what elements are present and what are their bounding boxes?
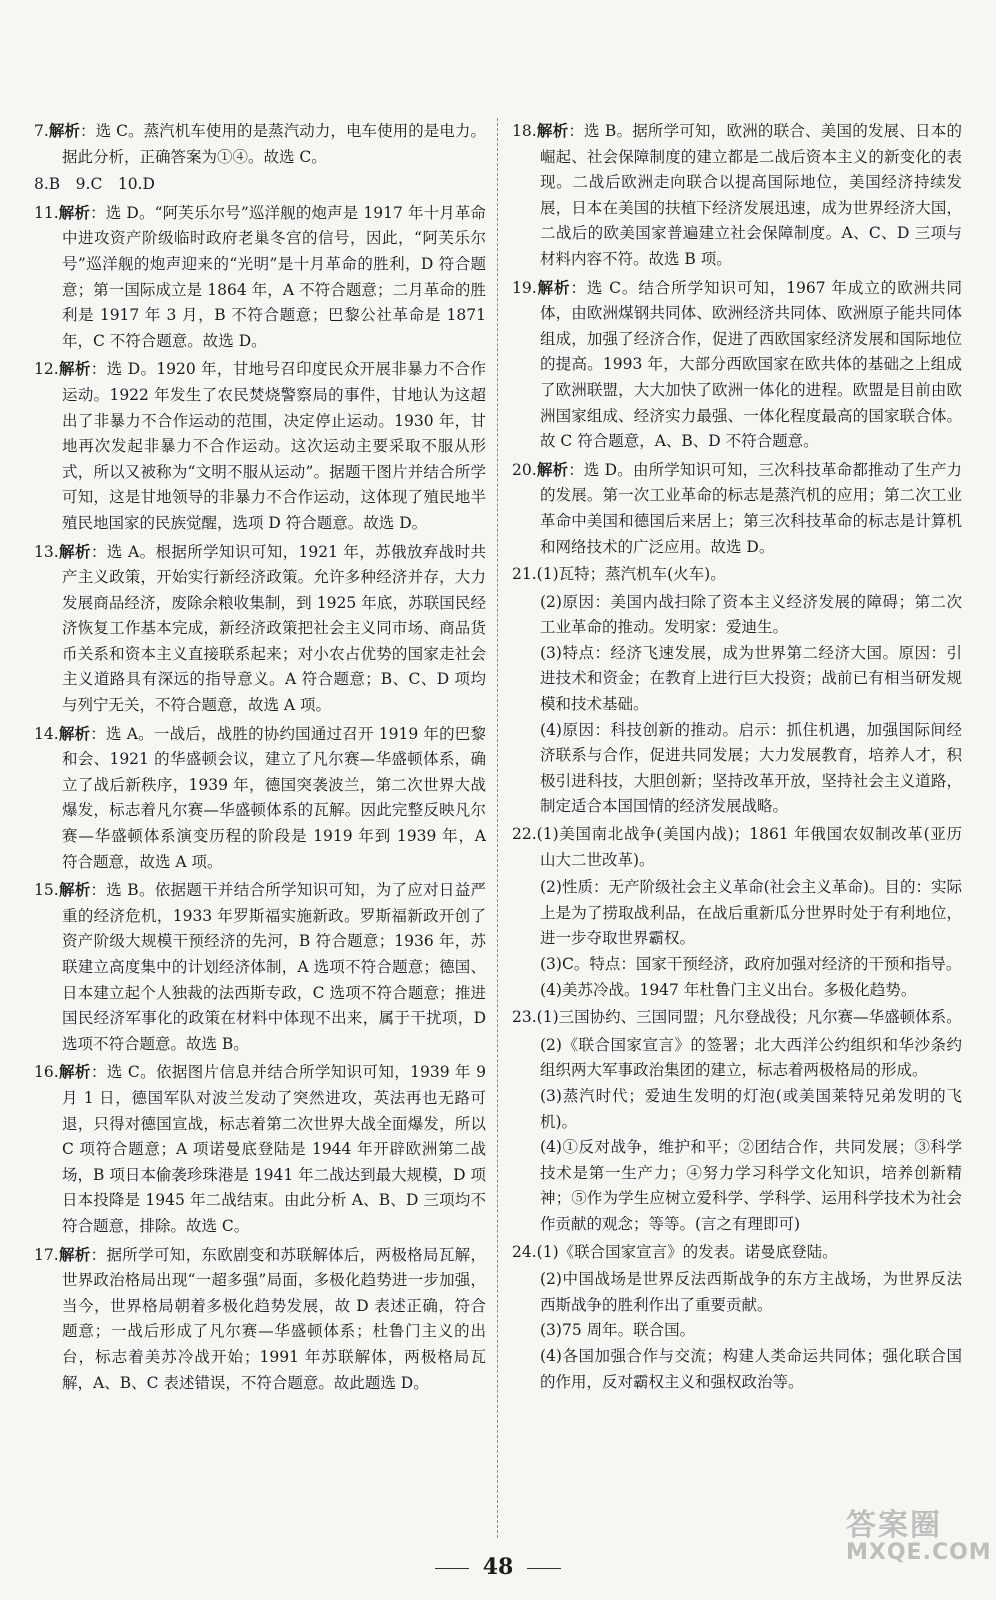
answer-text <box>34 539 486 719</box>
sub-answer: (2)中国战场是世界反法西斯战争的东方主战场，为世界反法西斯战争的胜利作出了重要贡献。 <box>540 1270 962 1314</box>
column-divider <box>497 118 498 1538</box>
answer-text <box>512 1240 962 1266</box>
question-number: 14. <box>34 724 59 743</box>
analysis-keyword: 解析 <box>536 121 569 140</box>
answer-text <box>34 118 486 170</box>
site-watermark <box>846 1500 992 1565</box>
answer-item <box>512 1005 962 1237</box>
analysis-keyword: 解析 <box>58 723 91 743</box>
answer-item <box>34 1242 486 1397</box>
analysis-keyword: 解析 <box>48 121 80 140</box>
answer-text <box>512 457 962 560</box>
answer-body: ：选 A。一战后，战胜的协约国通过召开 1919 年的巴黎和会、1921 的华盛顿会议，建立了凡尔赛—华盛顿体系，确立了战后新秩序，1939 年，德国突袭波兰，第二次世界大战爆发，标志着凡尔赛—华盛顿体系的瓦解。因此完整反映凡尔赛—华盛顿体系演变历程的阶段是 1919 年到 1939 年，A 符合题意，故选 A 项。 <box>62 724 486 871</box>
analysis-keyword: 解析 <box>58 359 91 379</box>
sub-answer: (3)75 周年。联合国。 <box>540 1321 696 1340</box>
question-number: 23. <box>512 1008 537 1027</box>
answer-item <box>34 1059 486 1239</box>
answer-item <box>512 1240 962 1396</box>
answer-text <box>34 721 486 876</box>
question-number: 21. <box>512 565 537 584</box>
answer-body: ：选 D。“阿芙乐尔号”巡洋舰的炮声是 1917 年十月革命中进攻资产阶级临时政府老巢冬宫的信号，因此，“阿芙乐尔号”巡洋舰的炮声迎来的“光明”是十月革命的胜利，D 符合题意；第一国际成立是 1864 年，A 不符合题意；二月革命的胜利是 1917 年 3 月，B 不符合题意；巴黎公社革命是 1871 年，C 不符合题意。故选 D。 <box>62 203 486 350</box>
question-number: 22. <box>512 825 537 844</box>
sub-answer: (3)蒸汽时代；爱迪生发明的灯泡(或美国莱特兄弟发明的飞机)。 <box>540 1086 962 1131</box>
answer-text <box>34 1059 486 1239</box>
answer-item <box>34 877 486 1057</box>
question-number: 18. <box>512 122 537 140</box>
question-number: 24. <box>512 1242 537 1261</box>
sub-answer: (4)①反对战争，维护和平；②团结合作，共同发展；③科学技术是第一生产力；④努力学习科学文化知识，培养创新精神；⑤作为学生应树立爱科学、学科学、运用科学技术为社会作贡献的观念；等等。(言之有理即可) <box>540 1138 962 1233</box>
sub-answer: (2)《联合国家宣言》的签署；北大西洋公约组织和华沙条约组织两大军事政治集团的建立，标志着两极格局的形成。 <box>540 1035 962 1080</box>
sub-answer: (4)原因：科技创新的推动。启示：抓住机遇，加强国际间经济联系与合作，促进共同发展；大力发展教育，培养人才，积极引进科技，大胆创新；坚持改革开放，坚持社会主义道路，制定适合本国国情的经济发展战略。 <box>540 720 962 816</box>
answer-body: ：选 A。根据所学知识可知，1921 年，苏俄放弃战时共产主义政策，开始实行新经济政策。允许多种经济并存，大力发展商品经济，废除余粮收集制，到 1925 年底，苏联国民经济恢复工作基本完成，新经济政策把社会主义同市场、商品货币关系和资本主义直接联系起来；对小农占优势的国家走社会主义道路具有深远的指导意义。A 符合题意；B、C、D 项均与列宁无关，不符合题意，故选 A 项。 <box>62 542 486 715</box>
answer-body: ：选 C。结合所学知识可知，1967 年成立的欧洲共同体，由欧洲煤钢共同体、欧洲经济共同体、欧洲原子能共同体组成，加强了经济合作，促进了西欧国家经济发展和国际地位的提高。1993 年，大部分西欧国家在欧共体的基础之上组成了欧洲联盟，大大加快了欧洲一体化的进程。欧盟是目前由欧洲国家组成、经济实力最强、一体化程度最高的国家联合体。故 C 符合题意，A、B、D 不符合题意。 <box>540 278 962 451</box>
answer-item <box>512 822 962 1003</box>
answer-body: (1)美国南北战争(美国内战)；1861 年俄国农奴制改革(亚历山大二世改革)。 <box>536 825 962 869</box>
analysis-keyword: 解析 <box>536 459 569 479</box>
answer-body: ：选 C。依据图片信息并结合所学知识可知，1939 年 9 月 1 日，德国军队对波兰发动了突然进攻，英法再也无路可退，只得对德国宣战，标志着第二次世界大战全面爆发，所以 C 项符合题意；A 项诺曼底登陆是 1944 年开辟欧洲第二战场，B 项日本偷袭珍珠港是 1941 年二战达到最大规模，D 项日本投降是 1945 年二战结束。由此分析 A、B、D 三项均不符合题意，排除。故选 C。 <box>62 1063 486 1235</box>
analysis-keyword: 解析 <box>58 202 91 222</box>
answer-item <box>34 539 486 719</box>
sub-answer: (2)原因：美国内战扫除了资本主义经济发展的障碍；第二次工业革命的推动。发明家：爱迪生。 <box>540 592 962 637</box>
answer-text <box>512 1005 962 1031</box>
watermark-logo-text: 答案圈 <box>846 1508 942 1543</box>
analysis-keyword: 解析 <box>58 880 91 900</box>
answer-text <box>34 356 486 536</box>
answer-item <box>512 562 962 820</box>
right-column <box>512 118 962 1397</box>
answer-item <box>512 118 962 273</box>
question-number: 12. <box>34 360 59 379</box>
answer-line: 8.B 9.C 10.D <box>34 175 155 194</box>
sub-answer: (3)特点：经济飞速发展，成为世界第二经济大国。原因：引进技术和资金；在教育上进行巨大投资；战前已有相当研发规模和技术基础。 <box>540 643 962 714</box>
sub-answer: (2)性质：无产阶级社会主义革命(社会主义革命)。目的：实际上是为了捞取战利品，在战后重新瓜分世界时处于有利地位，进一步夺取世界霸权。 <box>540 878 962 948</box>
answer-body: ：选 D。1920 年，甘地号召印度民众开展非暴力不合作运动。1922 年发生了农民焚烧警察局的事件，甘地认为这超出了非暴力不合作运动的范围，决定停止运动。1930 年，甘地再次发起非暴力不合作运动。这次运动主要采取不服从形式，所以又被称为“文明不服从运动”。据题干图片并结合所学可知，这是甘地领导的非暴力不合作运动，这体现了殖民地半殖民地国家的民族觉醒，选项 D 符合题意。故选 D。 <box>62 360 486 532</box>
footer-dash-left <box>435 1568 469 1569</box>
answer-item <box>512 457 962 560</box>
question-number: 19. <box>512 278 537 297</box>
question-number: 11. <box>34 203 59 222</box>
question-number: 16. <box>34 1063 59 1082</box>
answer-body: ：选 B。据所学可知，欧洲的联合、美国的发展、日本的崛起、社会保障制度的建立都是二战后资本主义的新变化的表现。二战后欧洲走向联合以提高国际地位，美国经济持续发展，日本在美国的扶植下经济发展迅速，成为世界经济大国，二战后的欧美国家普遍建立社会保障制度。A、C、D 三项与材料内容不符。故选 B 项。 <box>540 122 962 268</box>
answer-body: (1)《联合国家宣言》的发表。诺曼底登陆。 <box>536 1242 838 1261</box>
answer-item <box>34 118 486 170</box>
answer-body: (1)三国协约、三国同盟；凡尔登战役；凡尔赛—华盛顿体系。 <box>536 1008 962 1027</box>
watermark-url: MXQE.COM <box>846 1540 992 1565</box>
answer-body: (1)瓦特；蒸汽机车(火车)。 <box>536 565 726 584</box>
answer-text <box>34 877 486 1057</box>
question-number: 20. <box>512 460 537 479</box>
analysis-keyword: 解析 <box>58 1062 91 1082</box>
sub-answer: (4)美苏冷战。1947 年杜鲁门主义出台。多极化趋势。 <box>540 980 917 999</box>
sub-answer: (4)各国加强合作与交流；构建人类命运共同体；强化联合国的作用，反对霸权主义和强权政治等。 <box>540 1346 962 1391</box>
question-number: 7. <box>34 122 49 140</box>
page-number: 48 <box>482 1554 514 1580</box>
answer-item <box>34 356 486 536</box>
sub-answer: (3)C。特点：国家干预经济，政府加强对经济的干预和指导。 <box>540 955 962 973</box>
analysis-keyword: 解析 <box>58 1244 91 1264</box>
answer-text <box>512 275 962 455</box>
answer-text <box>34 200 486 355</box>
footer-dash-right <box>527 1568 561 1569</box>
answer-text <box>34 1242 486 1397</box>
answer-text <box>512 822 962 873</box>
answer-item <box>512 275 962 455</box>
answer-item <box>34 200 486 355</box>
answer-item <box>34 721 486 876</box>
question-number: 17. <box>34 1245 59 1264</box>
question-number: 13. <box>34 542 59 561</box>
answer-body: ：据所学可知，东欧剧变和苏联解体后，两极格局瓦解，世界政治格局出现“一超多强”局面，多极化趋势进一步加强，当今，世界格局朝着多极化趋势发展，故 D 表述正确，符合题意；一战后形成了凡尔赛—华盛顿体系；杜鲁门主义的出台，标志着美苏冷战开始；1991 年苏联解体，两极格局瓦解，A、B、C 表述错误，不符合题意。故此题选 D。 <box>62 1245 486 1392</box>
answer-text <box>512 118 962 273</box>
analysis-keyword: 解析 <box>536 277 571 297</box>
question-number: 15. <box>34 881 59 900</box>
answer-text <box>512 562 962 588</box>
left-column <box>34 118 486 1398</box>
answer-body: ：选 D。由所学知识可知，三次科技革命都推动了生产力的发展。第一次工业革命的标志是蒸汽机的应用；第二次工业革命中美国和德国后来居上；第三次科技革命的标志是计算机和网络技术的广泛应用。故选 D。 <box>540 460 962 556</box>
answer-body: ：选 B。依据题干并结合所学知识可知，为了应对日益严重的经济危机，1933 年罗斯福实施新政。罗斯福新政开创了资产阶级大规模干预经济的先河，B 符合题意；1936 年，苏联建立高度集中的计划经济体制，A 选项不符合题意；德国、日本建立起个人独裁的法西斯专政，C 选项不符合题意；推进国民经济军事化的政策在材料中体现不出来，属于干扰项，D 选项不符合题意。故选 B。 <box>62 881 486 1053</box>
analysis-keyword: 解析 <box>58 541 91 561</box>
answer-body: ：选 C。蒸汽机车使用的是蒸汽动力，电车使用的是电力。据此分析，正确答案为①④。故选 C。 <box>62 122 486 166</box>
